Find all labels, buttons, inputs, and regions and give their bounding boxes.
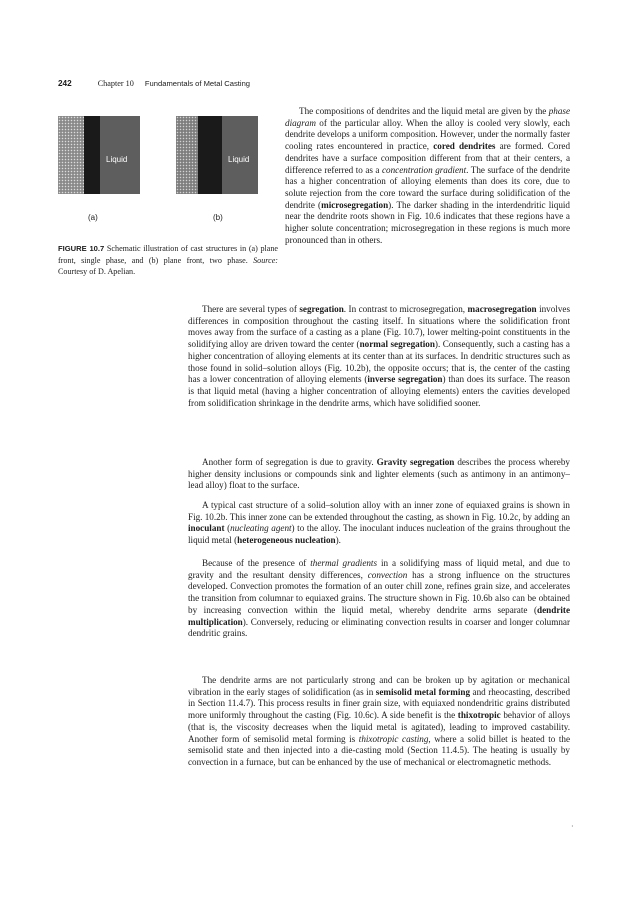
figure-panel-a	[58, 116, 140, 194]
paragraph-semisolid: The dendrite arms are not particularly strong and can be broken up by agitation or mechanical vibration in the early stages of solidification (as in semisolid metal forming and rheocasting, described in Section 11.4.7). This process results in finer grain size, with equiaxed nondendritic grains distributed more uniformly throughout the casting (Fig. 10.6c). A side benefit is the thixotropic behavior of alloys (that is, the viscosity decreases when the liquid metal is agitated), leading to improved castability. Another form of semisolid metal forming is thixotropic casting, where a solid billet is heated to the semisolid state and then injected into a die-casting mold (Section 11.4.5). The heating is usually by convection in a furnace, but can be enhanced by the use of mechanical or electromagnetic methods.	[188, 675, 571, 768]
paragraph-inoculant: A typical cast structure of a solid–solution alloy with an inner zone of equiaxed grains is shown in Fig. 10.2b. This inner zone can be extended throughout the casting, as shown in Fig. 10.2c, by adding an inoculant (nucleating agent) to the alloy. The inoculant induces nucleation of the grains throughout the liquid metal (heterogeneous nucleation).	[188, 500, 570, 546]
chapter-label: Chapter 10	[97, 79, 134, 88]
solid-region-speckled	[176, 116, 198, 194]
panel-b-label: (b)	[213, 213, 223, 222]
chapter-title: Fundamentals of Metal Casting	[144, 79, 251, 88]
figure-caption	[58, 243, 278, 278]
page-mark: ·	[571, 822, 574, 831]
solidification-front	[84, 116, 100, 194]
paragraph-segregation: There are several types of segregation. In contrast to microsegregation, macrosegregation involves differences in composition throughout the casting itself. In situations where the solidification front moves away from the surface of a casting as a plane (Fig. 10.7), lower melting-point constituents in the solidifying alloy are driven toward the center (normal segregation). Consequently, such a casting has a higher concentration of alloying elements at its center than at its surfaces. In dendritic structures such as those found in solid–solution alloys (Fig. 10.2b), the opposite occurs; that is, the center of the casting has a lower concentration of alloying elements (inverse segregation) than does its surface. The reason is that liquid metal (having a higher concentration of alloying elements) enters the cavities developed from solidification shrinkage in the dendrite arms, which have solidified sooner.	[188, 304, 571, 408]
liquid-label: Liquid	[106, 155, 128, 164]
paragraph-convection: Because of the presence of thermal gradients in a solidifying mass of liquid metal, and due to gravity and the resultant density differences, convection has a strong influence on the structures developed. Convection promotes the formation of an outer chill zone, refines grain size, and accelerates the transition from columnar to equiaxed grains. The structure shown in Fig. 10.6b also can be obtained by increasing convection within the liquid metal, whereby dendrite arms separate (dendrite multiplication). Conversely, reducing or eliminating convection results in coarser and longer columnar dendritic grains.	[188, 558, 571, 639]
running-header	[58, 79, 250, 88]
figure-panel-b	[176, 116, 258, 194]
solidification-front	[198, 116, 222, 194]
caption-source-label: Source:	[253, 255, 278, 265]
caption-text: Schematic illustration of cast structures in (a) plane front, single phase, and (b) plane front, two phase.	[58, 244, 279, 265]
paragraph-gravity-segregation: Another form of segregation is due to gravity. Gravity segregation describes the process whereby higher density inclusions or compounds sink and lighter elements (such as antimony in an antimony–lead alloy) float to the surface.	[188, 457, 570, 491]
liquid-label: Liquid	[228, 155, 250, 164]
page-number: 242	[58, 79, 72, 88]
solid-region-speckled	[58, 116, 84, 194]
panel-a-label: (a)	[88, 213, 98, 222]
figure-number: FIGURE 10.7	[58, 244, 105, 253]
paragraph-compositions: The compositions of dendrites and the liquid metal are given by the phase diagram of the particular alloy. When the alloy is cooled very slowly, each dendrite develops a uniform composition. However, under the normally faster cooling rates encountered in practice, cored dendrites are formed. Cored dendrites have a surface composition different from that at their centers, a difference referred to as a concentration gradient. The surface of the dendrite has a higher concentration of alloying elements than does its core, due to solute rejection from the core toward the surface during solidification of the dendrite (microsegregation). The darker shading in the interdendritic liquid near the dendrite roots shown in Fig. 10.6 indicates that these regions have a higher solute concentration; microsegregation in these regions is much more pronounced than in others.	[285, 106, 571, 245]
caption-source-text: Courtesy of D. Apelian.	[58, 267, 136, 277]
